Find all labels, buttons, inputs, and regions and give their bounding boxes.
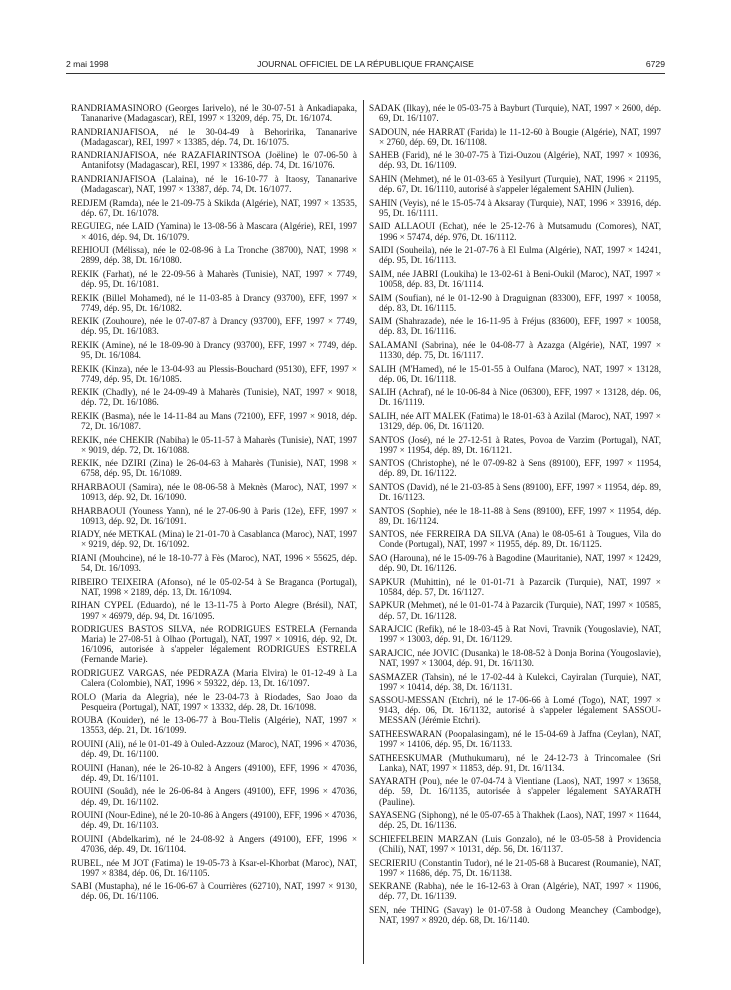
naturalization-entry: SANTOS (Sophie), née le 18-11-88 à Sens (89100), EFF, 1997 × 11954, dép. 89, Dt. 16/1124.	[369, 505, 661, 526]
left-column	[71, 103, 357, 905]
naturalization-entry: SABI (Mustapha), né le 16-06-67 à Courrières (62710), NAT, 1997 × 9130, dép. 06, Dt. 16/1106.	[71, 881, 357, 902]
naturalization-entry: REKIK, née DZIRI (Zina) le 26-04-63 à Maharès (Tunisie), NAT, 1998 × 6758, dép. 95, Dt. 16/1089.	[71, 458, 357, 479]
naturalization-entry: SANTOS (David), né le 21-03-85 à Sens (89100), EFF, 1997 × 11954, dép. 89, Dt. 16/1123.	[369, 482, 661, 503]
naturalization-entry: REKIK (Zouhoure), née le 07-07-87 à Drancy (93700), EFF, 1997 × 7749, dép. 95, Dt. 16/1083.	[71, 316, 357, 337]
naturalization-entry: SALIH (M'Hamed), né le 15-01-55 à Oulfana (Maroc), NAT, 1997 × 13128, dép. 06, Dt. 16/1118.	[369, 363, 661, 384]
naturalization-entry: REKIK (Farhat), né le 22-09-56 à Maharès (Tunisie), NAT, 1997 × 7749, dép. 95, Dt. 16/1081.	[71, 268, 357, 289]
naturalization-entry: SARAJCIC (Refik), né le 18-03-45 à Rat Novi, Travnik (Yougoslavie), NAT, 1997 × 13003, dép. 91, Dt. 16/1129.	[369, 624, 661, 645]
naturalization-entry: RANDRIANJAFISOA (Lalaina), né le 16-10-77 à Itaosy, Tananarive (Madagascar), NAT, 1997 × 13387, dép. 74, Dt. 16/1077.	[71, 174, 357, 195]
naturalization-entry: SANTOS, née FERREIRA DA SILVA (Ana) le 08-05-61 à Tougues, Vila do Conde (Portugal), NAT, 1997 × 11955, dép. 89, Dt. 16/1125.	[369, 529, 661, 550]
naturalization-entry: SAIM, née JABRI (Loukiha) le 13-02-61 à Beni-Oukil (Maroc), NAT, 1997 × 10058, dép. 83, Dt. 16/1114.	[369, 268, 661, 289]
naturalization-entry: RODRIGUES BASTOS SILVA, née RODRIGUES ESTRELA (Fernanda Maria) le 27-08-51 à Olhao (Portugal), NAT, 1997 × 10916, dép. 92, Dt. 16/1096, autorisée à s'appeler légalement RODRIGUES ESTRELA (Fernande Marie).	[71, 624, 357, 665]
naturalization-entry: SAHEB (Farid), né le 30-07-75 à Tizi-Ouzou (Algérie), NAT, 1997 × 10936, dép. 93, Dt. 16/1109.	[369, 150, 661, 171]
naturalization-entry: REHIOUI (Mélissa), née le 02-08-96 à La Tronche (38700), NAT, 1998 × 2899, dép. 38, Dt. 16/1080.	[71, 245, 357, 266]
naturalization-entry: REGUIEG, née LAID (Yamina) le 13-08-56 à Mascara (Algérie), REI, 1997 × 4016, dép. 94, Dt. 16/1079.	[71, 221, 357, 242]
naturalization-entry: SASMAZER (Tahsin), né le 17-02-44 à Kulekci, Cayiralan (Turquie), NAT, 1997 × 10414, dép. 38, Dt. 16/1131.	[369, 671, 661, 692]
naturalization-entry: SAPKUR (Mehmet), né le 01-01-74 à Pazarcik (Turquie), NAT, 1997 × 10585, dép. 57, Dt. 16/1128.	[369, 600, 661, 621]
naturalization-entry: RIBEIRO TEIXEIRA (Afonso), né le 05-02-54 à Se Braganca (Portugal), NAT, 1998 × 2189, dép. 13, Dt. 16/1094.	[71, 576, 357, 597]
naturalization-entry: SALAMANI (Sabrina), née le 04-08-77 à Azazga (Algérie), NAT, 1997 × 11330, dép. 75, Dt. 16/1117.	[369, 339, 661, 360]
naturalization-entry: RUBEL, née M JOT (Fatima) le 19-05-73 à Ksar-el-Khorbat (Maroc), NAT, 1997 × 8384, dép. 06, Dt. 16/1105.	[71, 857, 357, 878]
journal-title: JOURNAL OFFICIEL DE LA RÉPUBLIQUE FRANÇAISE	[257, 59, 474, 69]
naturalization-entry: SEN, née THING (Savay) le 01-07-58 à Oudong Meanchey (Cambodge), NAT, 1997 × 8920, dép. 68, Dt. 16/1140.	[369, 904, 661, 925]
naturalization-entry: ROUINI (Souâd), née le 26-06-84 à Angers (49100), EFF, 1996 × 47036, dép. 49, Dt. 16/1102.	[71, 786, 357, 807]
publication-date: 2 mai 1998	[66, 59, 109, 69]
naturalization-entry: SADOUN, née HARRAT (Farida) le 11-12-60 à Bougie (Algérie), NAT, 1997 × 2760, dép. 69, Dt. 16/1108.	[369, 126, 661, 147]
naturalization-entry: ROUINI (Nour-Edine), né le 20-10-86 à Angers (49100), EFF, 1996 × 47036, dép. 49, Dt. 16/1103.	[71, 810, 357, 831]
naturalization-entry: SEKRANE (Rabha), née le 16-12-63 à Oran (Algérie), NAT, 1997 × 11906, dép. 77, Dt. 16/1139.	[369, 881, 661, 902]
naturalization-entry: ROUBA (Kouider), né le 13-06-77 à Bou-Tlelis (Algérie), NAT, 1997 × 13553, dép. 21, Dt. 16/1099.	[71, 715, 357, 736]
naturalization-entry: REDJEM (Ramda), née le 21-09-75 à Skikda (Algérie), NAT, 1997 × 13535, dép. 67, Dt. 16/1078.	[71, 197, 357, 218]
naturalization-entry: ROUINI (Abdelkarim), né le 24-08-92 à Angers (49100), EFF, 1996 × 47036, dép. 49, Dt. 16/1104.	[71, 833, 357, 854]
naturalization-entry: REKIK (Amine), né le 18-09-90 à Drancy (93700), EFF, 1997 × 7749, dép. 95, Dt. 16/1084.	[71, 339, 357, 360]
naturalization-entry: ROLO (Maria da Alegria), née le 23-04-73 à Riodades, Sao Joao da Pesqueira (Portugal), NAT, 1997 × 13332, dép. 28, Dt. 16/1098.	[71, 691, 357, 712]
naturalization-entry: RHARBAOUI (Samira), née le 08-06-58 à Meknès (Maroc), NAT, 1997 × 10913, dép. 92, Dt. 16/1090.	[71, 482, 357, 503]
naturalization-entry: SAPKUR (Muhittin), né le 01-01-71 à Pazarcik (Turquie), NAT, 1997 × 10584, dép. 57, Dt. 16/1127.	[369, 576, 661, 597]
naturalization-entry: ROUINI (Hanan), née le 26-10-82 à Angers (49100), EFF, 1996 × 47036, dép. 49, Dt. 16/1101.	[71, 762, 357, 783]
naturalization-entry: SAYARATH (Pou), née le 07-04-74 à Vientiane (Laos), NAT, 1997 × 13658, dép. 59, Dt. 16/1135, autorisée à s'appeler légalement SAYARATH (Pauline).	[369, 776, 661, 807]
naturalization-entry: REKIK (Chadly), né le 24-09-49 à Maharès (Tunisie), NAT, 1997 × 9018, dép. 72, Dt. 16/1086.	[71, 387, 357, 408]
naturalization-entry: SADAK (Ilkay), née le 05-03-75 à Bayburt (Turquie), NAT, 1997 × 2600, dép. 69, Dt. 16/1107.	[369, 103, 661, 124]
naturalization-entry: SAIM (Shahrazade), née le 16-11-95 à Fréjus (83600), EFF, 1997 × 10058, dép. 83, Dt. 16/1116.	[369, 316, 661, 337]
naturalization-entry: SANTOS (Christophe), né le 07-09-82 à Sens (89100), EFF, 1997 × 11954, dép. 89, Dt. 16/1122.	[369, 458, 661, 479]
naturalization-entry: SASSOU-MESSAN (Etchri), né le 17-06-66 à Lomé (Togo), NAT, 1997 × 9143, dép. 06, Dt. 16/1132, autorisé à s'appeler légalement SASSOU-MESSAN (Jérémie Etchri).	[369, 695, 661, 726]
naturalization-entry: RHARBAOUI (Youness Yann), né le 27-06-90 à Paris (12e), EFF, 1997 × 10913, dép. 92, Dt. 16/1091.	[71, 505, 357, 526]
naturalization-entry: REKIK, née CHEKIR (Nabiha) le 05-11-57 à Maharès (Tunisie), NAT, 1997 × 9019, dép. 72, Dt. 16/1088.	[71, 434, 357, 455]
naturalization-entry: SCHIEFELBEIN MARZAN (Luis Gonzalo), né le 03-05-58 à Providencia (Chili), NAT, 1997 × 10131, dép. 56, Dt. 16/1137.	[369, 833, 661, 854]
naturalization-entry: SARAJCIC, née JOVIC (Dusanka) le 18-08-52 à Donja Borina (Yougoslavie), NAT, 1997 × 13004, dép. 91, Dt. 16/1130.	[369, 647, 661, 668]
naturalization-entry: SAID ALLAOUI (Echat), née le 25-12-76 à Mutsamudu (Comores), NAT, 1996 × 57474, dép. 976, Dt. 16/1112.	[369, 221, 661, 242]
naturalization-entry: RANDRIANJAFISOA, née RAZAFIARINTSOA (Joëline) le 07-06-50 à Antanifotsy (Madagascar), REI, 1997 × 13386, dép. 74, Dt. 16/1076.	[71, 150, 357, 171]
naturalization-entry: REKIK (Kinza), née le 13-04-93 au Plessis-Bouchard (95130), EFF, 1997 × 7749, dép. 95, Dt. 16/1085.	[71, 363, 357, 384]
column-divider	[363, 100, 364, 964]
naturalization-entry: SAO (Harouna), né le 15-09-76 à Bagodine (Mauritanie), NAT, 1997 × 12429, dép. 90, Dt. 16/1126.	[369, 553, 661, 574]
right-column	[369, 103, 661, 929]
naturalization-entry: RIADY, née METKAL (Mina) le 21-01-70 à Casablanca (Maroc), NAT, 1997 × 9219, dép. 92, Dt. 16/1092.	[71, 529, 357, 550]
naturalization-entry: SATHEESWARAN (Poopalasingam), né le 15-04-69 à Jaffna (Ceylan), NAT, 1997 × 14106, dép. 95, Dt. 16/1133.	[369, 728, 661, 750]
naturalization-entry: RODRIGUEZ VARGAS, née PEDRAZA (Maria Elvira) le 01-12-49 à La Calera (Colombie), NAT, 1996 × 59322, dép. 13, Dt. 16/1097.	[71, 668, 357, 689]
naturalization-entry: SAYASENG (Siphong), né le 05-07-65 à Thakhek (Laos), NAT, 1997 × 11644, dép. 25, Dt. 16/1136.	[369, 810, 661, 831]
page-number: 6729	[645, 59, 665, 69]
naturalization-entry: SECRIERIU (Constantin Tudor), né le 21-05-68 à Bucarest (Roumanie), NAT, 1997 × 11686, dép. 75, Dt. 16/1138.	[369, 857, 661, 878]
naturalization-entry: RANDRIAMASINORO (Georges Iarivelo), né le 30-07-51 à Ankadiapaka, Tananarive (Madagascar), REI, 1997 × 13209, dép. 75, Dt. 16/1074.	[71, 103, 357, 124]
header-rule	[66, 73, 665, 74]
naturalization-entry: SANTOS (José), né le 27-12-51 à Rates, Povoa de Varzim (Portugal), NAT, 1997 × 11954, dép. 89, Dt. 16/1121.	[369, 434, 661, 455]
page-header	[66, 59, 665, 73]
naturalization-entry: SAHIN (Veyis), né le 15-05-74 à Aksaray (Turquie), NAT, 1996 × 33916, dép. 95, Dt. 16/1111.	[369, 197, 661, 218]
naturalization-entry: SATHEESKUMAR (Muthukumaru), né le 24-12-73 à Trincomalee (Sri Lanka), NAT, 1997 × 11853, dép. 91, Dt. 16/1134.	[369, 752, 661, 773]
naturalization-entry: RANDRIANJAFISOA, né le 30-04-49 à Behoririka, Tananarive (Madagascar), REI, 1997 × 13385, dép. 74, Dt. 16/1075.	[71, 126, 357, 147]
naturalization-entry: REKIK (Basma), née le 14-11-84 au Mans (72100), EFF, 1997 × 9018, dép. 72, Dt. 16/1087.	[71, 410, 357, 432]
naturalization-entry: RIHAN CYPEL (Eduardo), né le 13-11-75 à Porto Alegre (Brésil), NAT, 1997 × 46979, dép. 94, Dt. 16/1095.	[71, 600, 357, 621]
naturalization-entry: SAIM (Soufian), né le 01-12-90 à Draguignan (83300), EFF, 1997 × 10058, dép. 83, Dt. 16/1115.	[369, 292, 661, 313]
naturalization-entry: SALIH, née AIT MALEK (Fatima) le 18-01-63 à Azilal (Maroc), NAT, 1997 × 13129, dép. 06, Dt. 16/1120.	[369, 410, 661, 432]
naturalization-entry: REKIK (Billel Mohamed), né le 11-03-85 à Drancy (93700), EFF, 1997 × 7749, dép. 95, Dt. 16/1082.	[71, 292, 357, 313]
naturalization-entry: SAIDI (Souheila), née le 21-07-76 à El Eulma (Algérie), NAT, 1997 × 14241, dép. 95, Dt. 16/1113.	[369, 245, 661, 266]
naturalization-entry: SALIH (Achraf), né le 10-06-84 à Nice (06300), EFF, 1997 × 13128, dép. 06, Dt. 16/1119.	[369, 387, 661, 408]
naturalization-entry: SAHIN (Mehmet), né le 01-03-65 à Yesilyurt (Turquie), NAT, 1996 × 21195, dép. 67, Dt. 16/1110, autorisé à s'appeler légalement SAHIN (Julien).	[369, 174, 661, 195]
naturalization-entry: RIANI (Mouhcine), né le 18-10-77 à Fès (Maroc), NAT, 1996 × 55625, dép. 54, Dt. 16/1093.	[71, 553, 357, 574]
naturalization-entry: ROUINI (Ali), né le 01-01-49 à Ouled-Azzouz (Maroc), NAT, 1996 × 47036, dép. 49, Dt. 16/1100.	[71, 739, 357, 760]
